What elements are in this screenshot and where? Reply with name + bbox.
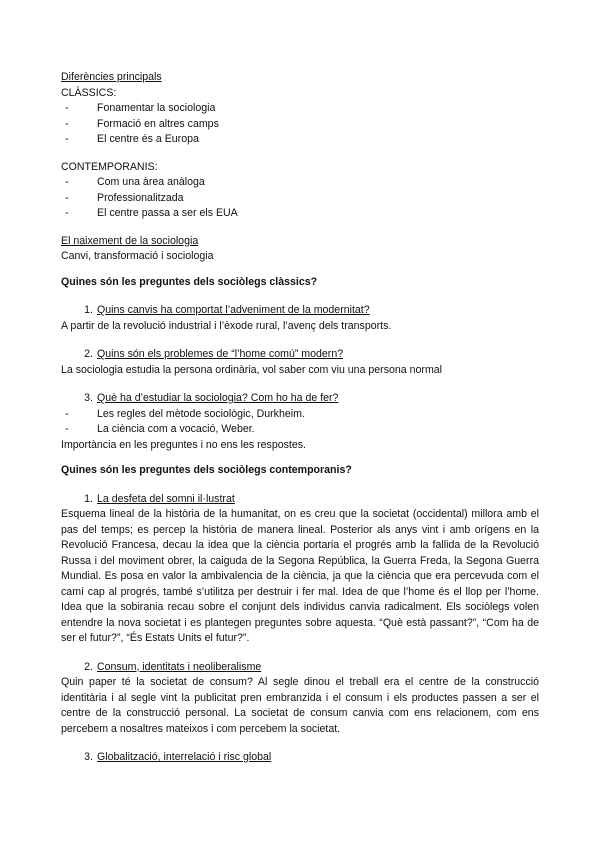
list-item: - El centre és a Europa xyxy=(61,132,539,148)
question-heading: 3. Globalització, interrelació i risc global xyxy=(61,750,539,766)
question-heading: 2. Quins són els problemes de “l’home comú” modern? xyxy=(61,347,539,363)
document-page xyxy=(61,70,539,766)
question-title: La desfeta del somni il·lustrat xyxy=(97,492,235,505)
question-answer: A partir de la revolució industrial i l’èxode rural, l’avenç dels transports. xyxy=(61,319,392,332)
contemporary-label: CONTEMPORANIS: xyxy=(61,160,158,173)
method-list xyxy=(61,407,539,438)
question-title: Consum, identitats i neoliberalisme xyxy=(97,660,262,673)
list-item: - Les regles del mètode sociològic, Durkheim. xyxy=(61,407,539,423)
contemporary-questions-heading: Quines són les preguntes dels sociòlegs contemporanis? xyxy=(61,464,352,476)
question-heading: 3. Què ha d’estudiar la sociologia? Com ho ha de fer? xyxy=(61,391,539,407)
birth-text: Canvi, transformació i sociologia xyxy=(61,250,214,262)
classics-questions-heading: Quines són les preguntes dels sociòlegs clàssics? xyxy=(61,275,318,288)
list-item: - La ciència com a vocació, Weber. xyxy=(61,422,539,438)
list-item: - Com una àrea anàloga xyxy=(61,175,539,191)
question-heading: 1. Quins canvis ha comportat l’adveniment de la modernitat? xyxy=(61,303,539,319)
contemporary-list xyxy=(61,175,539,222)
list-item: - El centre passa a ser els EUA xyxy=(61,206,539,222)
question-answer: Esquema lineal de la història de la humanitat, on es creu que la societat (occidental) millora amb el pas del temps; es percep la història de manera lineal. Posterior als anys vint i amb orígens en la Revolució Francesa, decau la idea que la ciència portaria el progrés amb la fallida de la Revolució Russa i del moviment obrer, la caiguda de la Segona República, la Guerra Freda, la Segona Guerra Mundial. Es posa en valor la ambivalencia de la ciència, ja que la ciència que era percevuda com el camí cap al progrés, també s’utilitza per destruir i fer mal. Idea de que l’home és el llop per l’home. Idea que la sobirania recau sobre el conjunt dels individus canvia radicalment. Els sociòlegs volen entendre la nova societat i es plantegen preguntes sobre aquesta. “Què està passant?”, “Com ha de ser el futur?”, “És Estats Units el futur?”. xyxy=(61,508,539,644)
classics-list xyxy=(61,101,539,148)
section-title-birth: El naixement de la sociologia xyxy=(61,234,199,247)
question-title: Quins són els problemes de “l’home comú” modern? xyxy=(97,348,344,360)
list-item: - Fonamentar la sociologia xyxy=(61,101,539,117)
question-heading: 1. La desfeta del somni il·lustrat xyxy=(61,492,539,508)
question-title: Quins canvis ha comportat l’adveniment de la modernitat? xyxy=(97,304,370,316)
question-title: Què ha d’estudiar la sociologia? Com ho ha de fer? xyxy=(97,392,339,404)
question-answer: Quin paper té la societat de consum? Al segle dinou el treball era el centre de la construcció identitària i al segle vint la publicitat pren embranzida i el consum i els productes passen a ser el centre de la construcció personal. La societat de consum canvia com ens relacionem, com ens percebem a nosaltres mateixos i com percebem la societat. xyxy=(61,676,539,735)
classics-label: CLÀSSICS: xyxy=(61,86,117,99)
question-heading: 2. Consum, identitats i neoliberalisme xyxy=(61,660,539,676)
list-item: - Formació en altres camps xyxy=(61,117,539,133)
question-answer: Importància en les preguntes i no ens les respostes. xyxy=(61,438,306,451)
question-title: Globalització, interrelació i risc global xyxy=(97,751,272,763)
list-item: - Professionalitzada xyxy=(61,191,539,207)
question-answer: La sociologia estudia la persona ordinària, vol saber com viu una persona normal xyxy=(61,363,443,376)
section-title-differences: Diferències principals xyxy=(61,71,162,83)
